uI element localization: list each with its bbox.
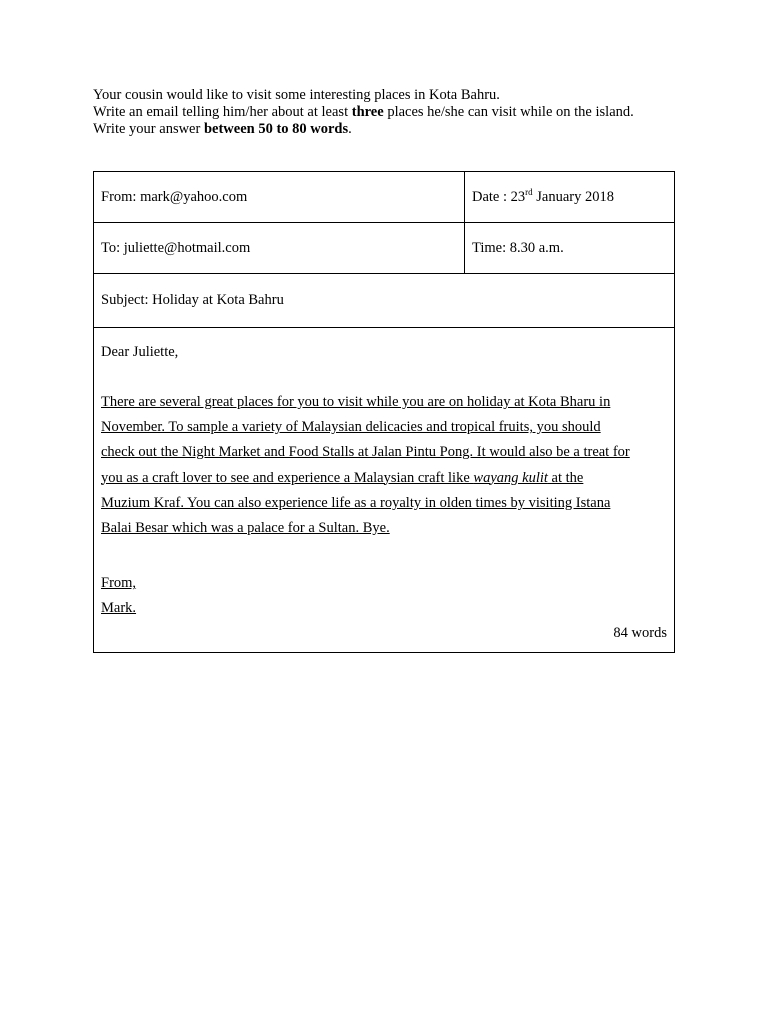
subject-cell: Subject: Holiday at Kota Bahru bbox=[94, 274, 675, 328]
instruction-line-3-start: Write your answer bbox=[93, 121, 204, 137]
to-cell: To: juliette@hotmail.com bbox=[94, 223, 465, 274]
greeting: Dear Juliette, bbox=[101, 344, 179, 360]
paragraph-line: check out the Night Market and Food Stalls at Jalan Pintu Pong. It would also be a treat for bbox=[101, 444, 630, 461]
signature-name: Mark. bbox=[101, 600, 137, 617]
paragraph-line bbox=[101, 466, 667, 491]
subject-row bbox=[94, 274, 675, 328]
paragraph-line: November. To sample a variety of Malaysian delicacies and tropical fruits, you should bbox=[101, 419, 601, 436]
instruction-emphasis-word-limit: between 50 to 80 words bbox=[203, 121, 349, 137]
instruction-line-2-end: places he/she can visit while on the island. bbox=[383, 104, 634, 120]
paragraph-line: There are several great places for you to visit while you are on holiday at Kota Bharu in bbox=[101, 394, 611, 410]
paragraph-line: Balai Besar which was a palace for a Sultan. Bye. bbox=[101, 520, 390, 537]
paragraph-line: Muzium Kraf. You can also experience life as a royalty in olden times by visiting Istana bbox=[101, 494, 611, 511]
instruction-line-3-end: . bbox=[348, 121, 352, 137]
from-cell: From: mark@yahoo.com bbox=[94, 172, 465, 223]
to-time-row bbox=[94, 223, 675, 274]
email-body bbox=[94, 328, 675, 653]
body-row bbox=[94, 328, 675, 653]
paragraph-line-4-end: at the bbox=[547, 469, 584, 486]
date-ordinal: rd bbox=[525, 186, 533, 197]
instruction-line-3 bbox=[93, 121, 693, 138]
craft-term: wayang kulit bbox=[473, 469, 548, 486]
date-month-year: January 2018 bbox=[532, 188, 614, 205]
date-cell bbox=[465, 172, 675, 223]
closing-phrase: From, bbox=[101, 575, 137, 592]
body-paragraph bbox=[101, 390, 667, 541]
time-cell: Time: 8.30 a.m. bbox=[465, 223, 675, 274]
email-table bbox=[93, 171, 675, 653]
instruction-line-1: Your cousin would like to visit some interesting places in Kota Bahru. bbox=[93, 87, 500, 103]
sign-off bbox=[101, 571, 667, 621]
paragraph-line-4-start: you as a craft lover to see and experience a Malaysian craft like bbox=[101, 469, 474, 486]
instruction-emphasis-three: three bbox=[351, 104, 384, 120]
task-instructions bbox=[93, 87, 693, 138]
date-day: Date : 23 bbox=[472, 188, 526, 205]
instruction-line-2 bbox=[93, 104, 693, 121]
instruction-line-2-start: Write an email telling him/her about at least bbox=[93, 104, 352, 120]
from-date-row bbox=[94, 172, 675, 223]
word-count: 84 words bbox=[613, 625, 667, 642]
